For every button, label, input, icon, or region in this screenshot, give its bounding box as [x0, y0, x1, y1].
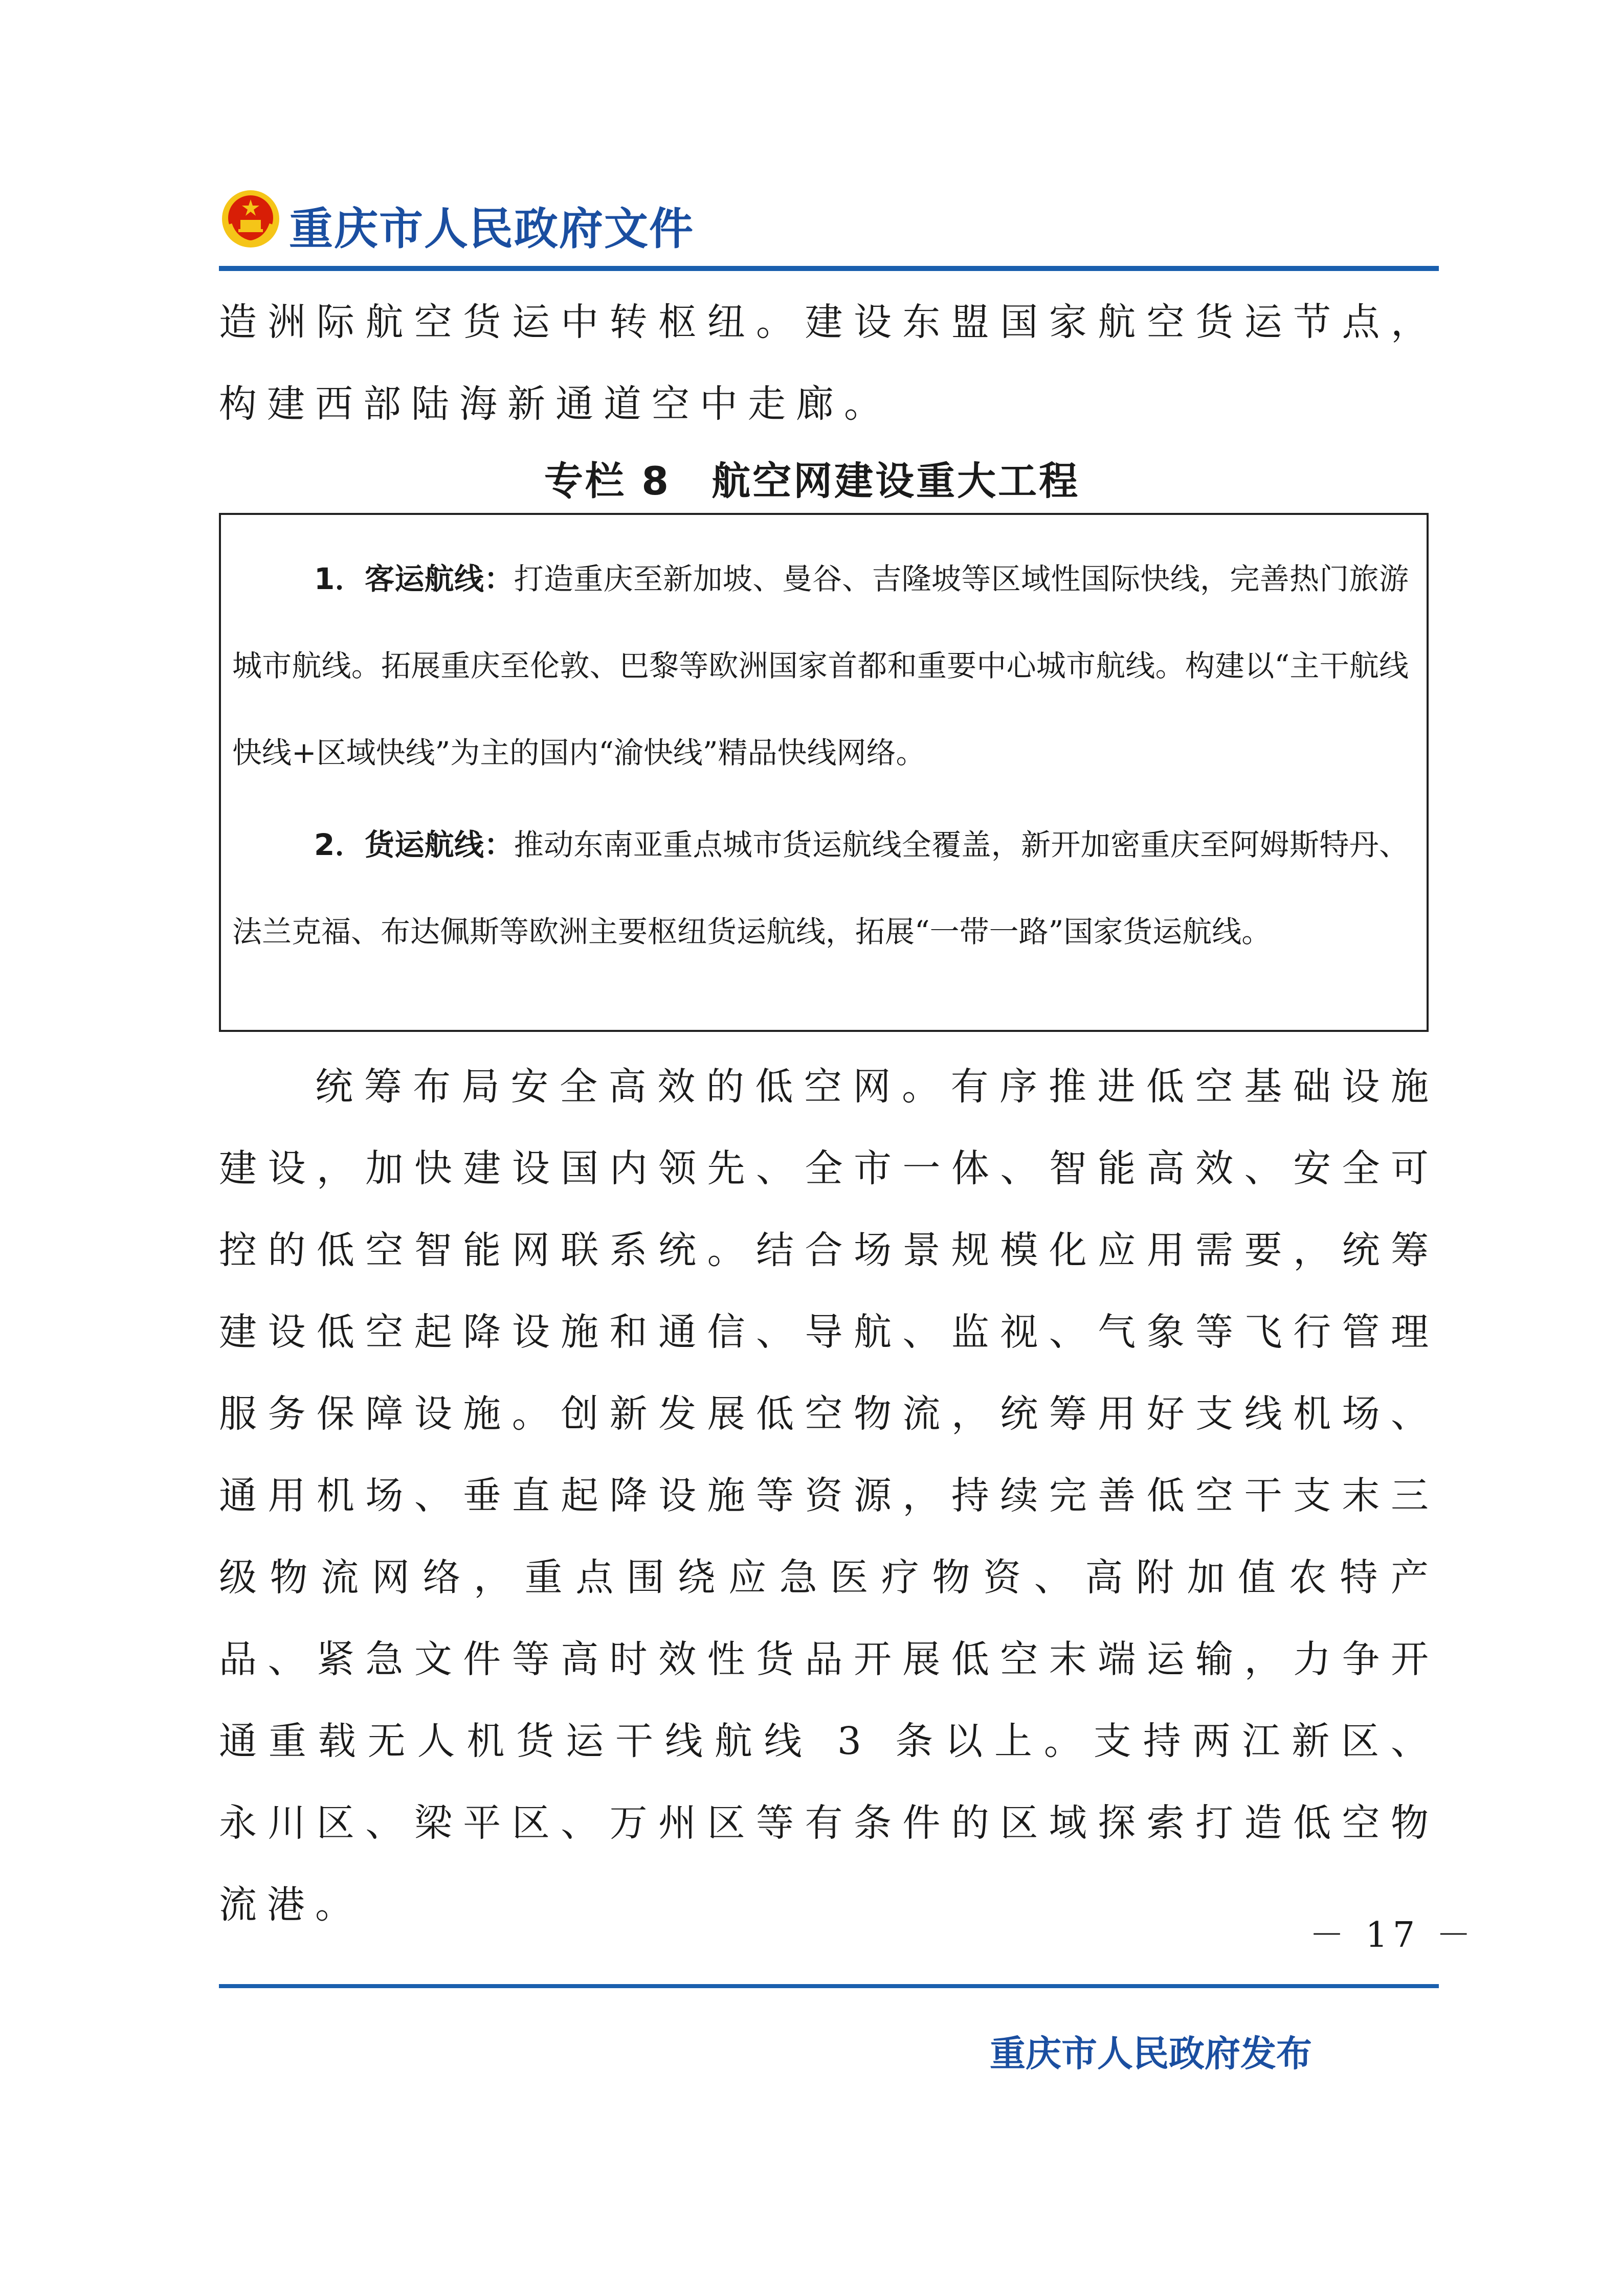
- column-item-passenger-routes: [232, 535, 1409, 796]
- column-item-label: 1．客运航线：: [314, 561, 514, 596]
- header-title: 重庆市人民政府文件: [289, 204, 694, 255]
- footer-publisher: 重庆市人民政府发布: [990, 2033, 1312, 2075]
- header-rule: [219, 266, 1439, 271]
- column-title: 专栏 8 航空网建设重大工程: [544, 458, 1080, 504]
- column-item-cargo-routes: [232, 801, 1409, 975]
- column-item-label: 2．货运航线：: [314, 827, 514, 862]
- paragraph-low-altitude-network: 统筹布局安全高效的低空网。有序推进低空基础设施建设，加快建设国内领先、全市一体、智能高效、安全可控的低空智能网联系统。结合场景规模化应用需要，统筹建设低空起降设施和通信、导航、监视、气象等飞行管理服务保障设施。创新发展低空物流，统筹用好支线机场、通用机场、垂直起降设施等资源，持续完善低空干支末三级物流网络，重点围绕应急医疗物资、高附加值农特产品、紧急文件等高时效性货品开展低空末端运输，力争开通重载无人机货运干线航线 3 条以上。支持两江新区、永川区、梁平区、万州区等有条件的区域探索打造低空物流港。: [219, 1065, 1439, 1927]
- document-header: [220, 184, 1437, 261]
- page-number: － 17 －: [1309, 1915, 1476, 1955]
- national-emblem-icon: [220, 188, 281, 250]
- column-box: [219, 513, 1429, 1032]
- footer-rule: [219, 1984, 1439, 1988]
- paragraph-continuation: 造洲际航空货运中转枢纽。建设东盟国家航空货运节点，构建西部陆海新通道空中走廊。: [219, 300, 1439, 426]
- column-item-text: 推动东南亚重点城市货运航线全覆盖，新开加密重庆至阿姆斯特丹、法兰克福、布达佩斯等欧洲主要枢纽货运航线，拓展“一带一路”国家货运航线。: [232, 827, 1409, 949]
- column-item-text: 打造重庆至新加坡、曼谷、吉隆坡等区域性国际快线，完善热门旅游城市航线。拓展重庆至伦敦、巴黎等欧洲国家首都和重要中心城市航线。构建以“主干航线快线+区域快线”为主的国内“渝快线”精品快线网络。: [232, 561, 1409, 770]
